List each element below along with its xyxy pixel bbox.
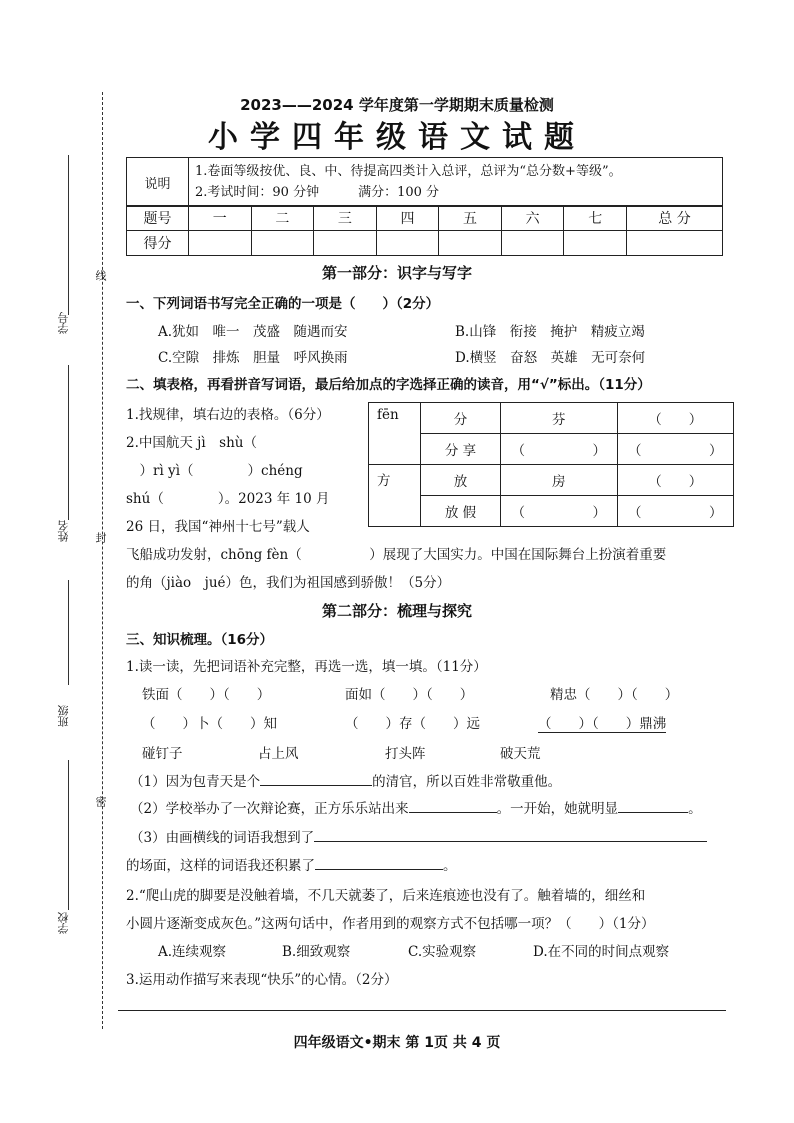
score-col-7: 七	[564, 206, 627, 231]
q3-stem: 三、知识梳理。（16分）	[126, 632, 274, 648]
name-label: 姓名	[57, 520, 70, 542]
fill-sentence-3-mid: 的场面，这样的词语我还积累了	[126, 858, 315, 874]
school-label: 学校	[57, 912, 70, 934]
fill-blank-1[interactable]	[260, 772, 372, 786]
score-cell[interactable]	[564, 231, 627, 256]
table-answer-cell[interactable]: （ ）	[617, 403, 734, 434]
page-footer: 四年级语文•期末 第 1页 共 4 页	[293, 1035, 501, 1051]
q3-sub2-option-a[interactable]: A.连续观察	[158, 944, 227, 960]
fill-sentence-3-start: （3）由画横线的词语我想到了	[130, 830, 315, 846]
instructions-label: 说明	[127, 158, 189, 207]
q3-sub2-option-c[interactable]: C.实验观察	[408, 944, 477, 960]
question-number-label: 题号	[127, 206, 189, 231]
fill-sentence-2	[130, 797, 702, 817]
fill-blank-4[interactable]	[314, 828, 707, 842]
score-cell[interactable]	[189, 231, 252, 256]
class-label: 班级	[57, 705, 70, 727]
score-col-4: 四	[376, 206, 439, 231]
score-col-6: 六	[501, 206, 564, 231]
pinyin-fill-table	[368, 402, 734, 527]
q3-sub3: 3.运用动作描写来表现“快乐”的心情。（2分）	[126, 972, 398, 988]
score-col-2: 二	[251, 206, 314, 231]
pinyin-key-fang: 方	[369, 465, 421, 527]
score-cell[interactable]	[439, 231, 502, 256]
q2-sub2-line4: 26 日，我国“神州十七号”载人	[126, 519, 310, 535]
answer-line[interactable]	[118, 1010, 726, 1011]
q3-sub2-line2: 小圆片逐渐变成灰色。”这两句话中，作者用到的观察方式不包括哪一项？（ ）（1分）	[126, 916, 655, 932]
fill-blank-2[interactable]	[409, 799, 497, 813]
fill-sentence-2-mid: 。一开始，她就明显	[496, 801, 619, 817]
idiom-fill-2[interactable]: 面如（ ）（ ）	[345, 687, 474, 703]
idiom-fill-4[interactable]: （ ）卜（ ）知	[142, 716, 277, 732]
score-col-total: 总 分	[627, 206, 723, 231]
exam-subtitle: 2023——2024 学年度第一学期期末质量检测	[240, 96, 554, 114]
idiom-fill-1[interactable]: 铁面（ ）（ ）	[142, 687, 271, 703]
fill-sentence-1-start: （1）因为包青天是个	[130, 774, 261, 790]
table-cell: 放 假	[421, 496, 501, 527]
table-answer-cell[interactable]: （ ）	[617, 496, 734, 527]
table-answer-cell[interactable]: （ ）	[617, 434, 734, 465]
fill-sentence-3	[130, 826, 707, 846]
exam-title: 小学四年级语文试题	[208, 120, 586, 155]
score-col-1: 一	[189, 206, 252, 231]
student-id-label: 学号	[57, 312, 70, 334]
idiom-fill-3[interactable]: 精忠（ ）（ ）	[550, 687, 679, 703]
part1-title: 第一部分：识字与写字	[321, 264, 472, 282]
score-col-5: 五	[439, 206, 502, 231]
fill-blank-3[interactable]	[618, 799, 688, 813]
q1-option-c[interactable]: C.空隙 排炼 胆量 呼风换雨	[158, 350, 348, 366]
score-table-score-row	[127, 231, 723, 256]
q1-option-a[interactable]: A.犹如 唯一 茂盛 随遇而安	[158, 324, 348, 340]
fill-sentence-3-end: 。	[443, 858, 457, 874]
q2-stem: 二、填表格，再看拼音写词语，最后给加点的字选择正确的读音，用“√”标出。（11分）	[126, 377, 651, 393]
word-option-4: 破天荒	[500, 746, 541, 762]
binding-mark-mi: 密	[94, 796, 107, 807]
q2-sub2-line5: 飞船成功发射，chōng fèn（ ）展现了大国实力。中国在国际舞台上扮演着重要	[126, 547, 667, 563]
q2-sub2-line1: 2.中国航天 jì shù（	[126, 435, 257, 451]
q2-sub2-line2: ）rì yì（ ）chéng	[126, 463, 303, 479]
score-cell[interactable]	[314, 231, 377, 256]
class-line[interactable]	[68, 580, 69, 685]
name-line[interactable]	[68, 365, 69, 520]
score-label: 得分	[127, 231, 189, 256]
instructions-table	[126, 157, 723, 207]
word-option-3: 打头阵	[385, 746, 426, 762]
word-option-2: 占上风	[258, 746, 299, 762]
table-cell: 放	[421, 465, 501, 496]
table-cell: 房	[501, 465, 618, 496]
q3-sub2-option-d[interactable]: D.在不同的时间点观察	[533, 944, 670, 960]
q3-sub2-line1: 2.“爬山虎的脚要是没触着墙，不几天就萎了，后来连痕迹也没有了。触着墙的，细丝和	[126, 888, 646, 904]
binding-mark-xian: 线	[94, 270, 107, 281]
instruction-note-2: 2.考试时间：90 分钟 满分：100 分	[195, 185, 440, 200]
instructions-notes	[189, 158, 723, 207]
q2-sub1: 1.找规律，填右边的表格。（6分）	[126, 407, 330, 423]
score-col-3: 三	[314, 206, 377, 231]
idiom-fill-6[interactable]: （ ）（ ）鼎沸	[538, 712, 666, 733]
fill-sentence-1	[130, 770, 561, 790]
binding-dashed-line	[102, 92, 103, 1029]
q2-sub2-line6: 的角（jiào jué）色，我们为祖国感到骄傲！（5分）	[126, 575, 451, 591]
table-answer-cell[interactable]: （ ）	[501, 496, 618, 527]
table-cell: 芬	[501, 403, 618, 434]
fill-sentence-2-end: 。	[688, 801, 702, 817]
fill-sentence-1-end: 的清官，所以百姓非常敬重他。	[372, 774, 562, 790]
q1-stem: 一、下列词语书写完全正确的一项是（ ）（2分）	[126, 296, 440, 312]
instruction-note-1: 1.卷面等级按优、良、中、待提高四类计入总评，总评为“总分数+等级”。	[195, 164, 622, 179]
table-cell: 分 享	[421, 434, 501, 465]
fill-sentence-2-start: （2）学校举办了一次辩论赛，正方乐乐站出来	[130, 801, 409, 817]
q3-sub1: 1.读一读，先把词语补充完整，再选一选，填一填。（11分）	[126, 659, 487, 675]
score-cell[interactable]	[251, 231, 314, 256]
score-cell[interactable]	[376, 231, 439, 256]
q3-sub2-option-b[interactable]: B.细致观察	[282, 944, 351, 960]
table-answer-cell[interactable]: （ ）	[501, 434, 618, 465]
part2-title: 第二部分：梳理与探究	[321, 602, 472, 620]
table-answer-cell[interactable]: （ ）	[617, 465, 734, 496]
school-line[interactable]	[68, 760, 69, 910]
binding-mark-feng: 封	[94, 532, 107, 543]
fill-sentence-3-cont	[126, 854, 457, 874]
score-table	[126, 205, 723, 256]
q1-option-d[interactable]: D.横竖 奋怒 英雄 无可奈何	[455, 350, 646, 366]
pinyin-key-fen: fēn	[369, 403, 421, 465]
idiom-fill-5[interactable]: （ ）存（ ）远	[345, 716, 480, 732]
score-cell[interactable]	[501, 231, 564, 256]
score-cell-total[interactable]	[627, 231, 723, 256]
q2-sub2-line3: shú（ ）。2023 年 10 月	[126, 491, 330, 507]
score-table-header-row	[127, 206, 723, 231]
word-option-1: 碰钉子	[142, 746, 183, 762]
fill-blank-5[interactable]	[315, 856, 443, 870]
q1-option-b[interactable]: B.山锋 衔接 掩护 精疲立竭	[455, 324, 645, 340]
student-id-line[interactable]	[68, 155, 69, 315]
table-cell: 分	[421, 403, 501, 434]
